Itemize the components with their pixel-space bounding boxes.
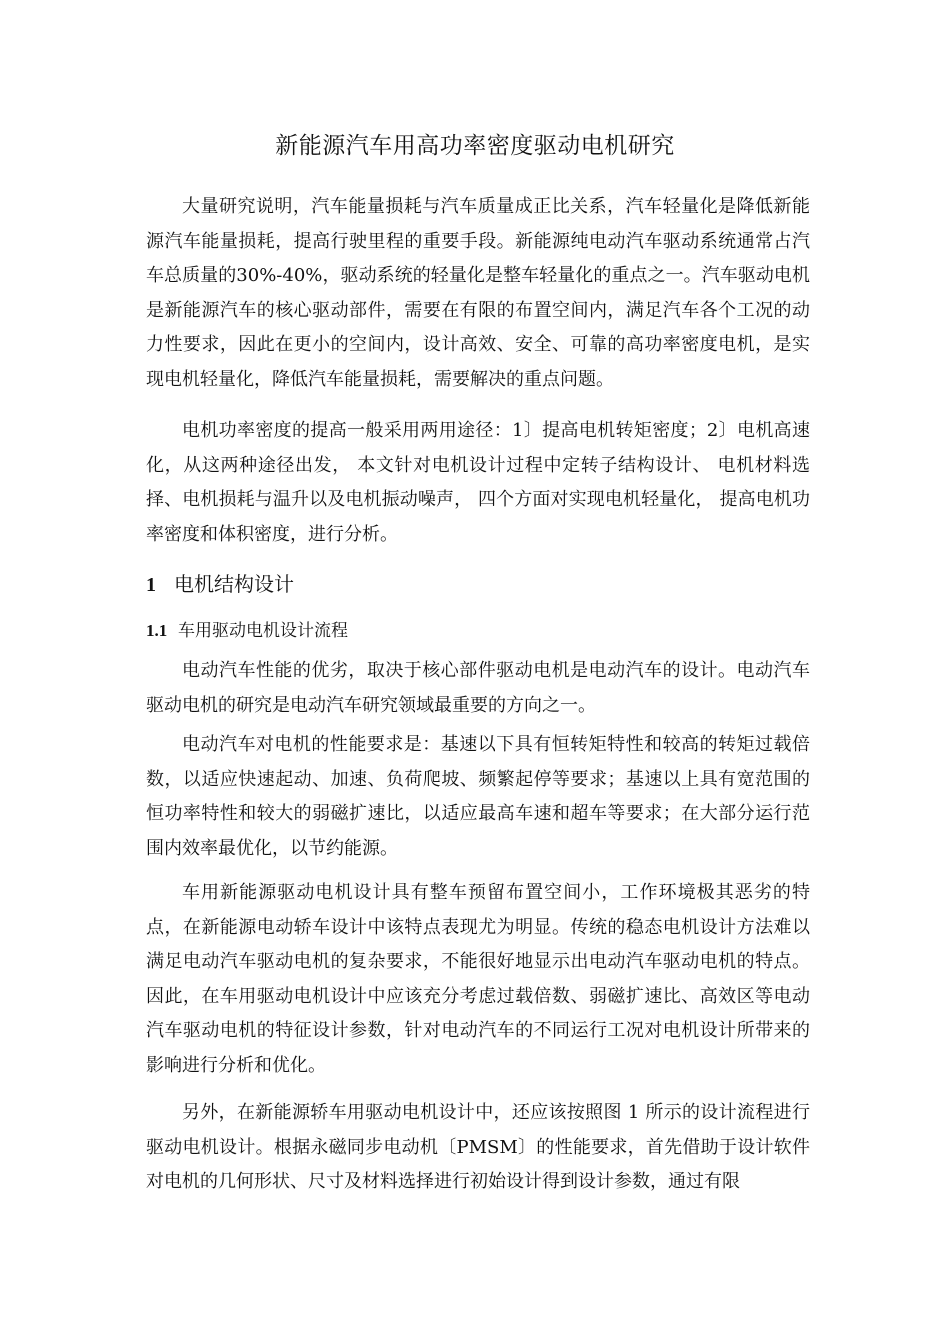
- intro-paragraph-1: 大量研究说明，汽车能量损耗与汽车质量成正比关系，汽车轻量化是降低新能源汽车能量损耗，提高行驶里程的重要手段。新能源纯电动汽车驱动系统通常占汽车总质量的30%-40%，驱动系统的轻量化是整车轻量化的重点之一。汽车驱动电机是新能源汽车的核心驱动部件，需要在有限的布置空间内，满足汽车各个工况的动力性要求，因此在更小的空间内，设计高效、安全、可靠的高功率密度电机，是实现电机轻量化，降低汽车能量损耗，需要解决的重点问题。: [146, 196, 810, 390]
- section-1-1-heading: [146, 616, 348, 646]
- section-1-1-paragraph-2: 电动汽车对电机的性能要求是：基速以下具有恒转矩特性和较高的转矩过载倍数，以适应快速起动、加速、负荷爬坡、频繁起停等要求；基速以上具有宽范围的恒功率特性和较大的弱磁扩速比，以适应最高车速和超车等要求；在大部分运行范围内效率最优化，以节约能源。: [146, 734, 810, 859]
- section-1-1-number: 1.1: [146, 621, 168, 640]
- section-1-1-paragraph-4: 另外，在新能源轿车用驱动电机设计中，还应该按照图 1 所示的设计流程进行驱动电机设计。根据永磁同步电动机〔PMSM〕的性能要求，首先借助于设计软件对电机的几何形状、尺寸及材料选择进行初始设计得到设计参数，通过有限: [146, 1102, 810, 1193]
- section-1-1-paragraph-1: 电动汽车性能的优劣，取决于核心部件驱动电机是电动汽车的设计。电动汽车驱动电机的研究是电动汽车研究领域最重要的方向之一。: [146, 660, 810, 716]
- section-1-heading: [146, 568, 294, 601]
- intro-paragraph-2: 电机功率密度的提高一般采用两用途径：1〕提高电机转矩密度；2〕电机高速化，从这两种途径出发， 本文针对电机设计过程中定转子结构设计、 电机材料选择、电机损耗与温升以及电机振动噪声， 四个方面对实现电机轻量化， 提高电机功率密度和体积密度，进行分析。: [146, 420, 810, 545]
- section-1-1-paragraph-3: 车用新能源驱动电机设计具有整车预留布置空间小，工作环境极其恶劣的特点，在新能源电动轿车设计中该特点表现尤为明显。传统的稳态电机设计方法难以满足电动汽车驱动电机的复杂要求，不能很好地显示出电动汽车驱动电机的特点。因此，在车用驱动电机设计中应该充分考虑过载倍数、弱磁扩速比、高效区等电动汽车驱动电机的特征设计参数，针对电动汽车的不同运行工况对电机设计所带来的影响进行分析和优化。: [146, 882, 810, 1076]
- section-1-title: 电机结构设计: [174, 572, 294, 596]
- section-1-number: 1: [146, 574, 156, 596]
- section-1-1-title: 车用驱动电机设计流程: [178, 621, 348, 641]
- document-title: 新能源汽车用高功率密度驱动电机研究: [275, 133, 675, 159]
